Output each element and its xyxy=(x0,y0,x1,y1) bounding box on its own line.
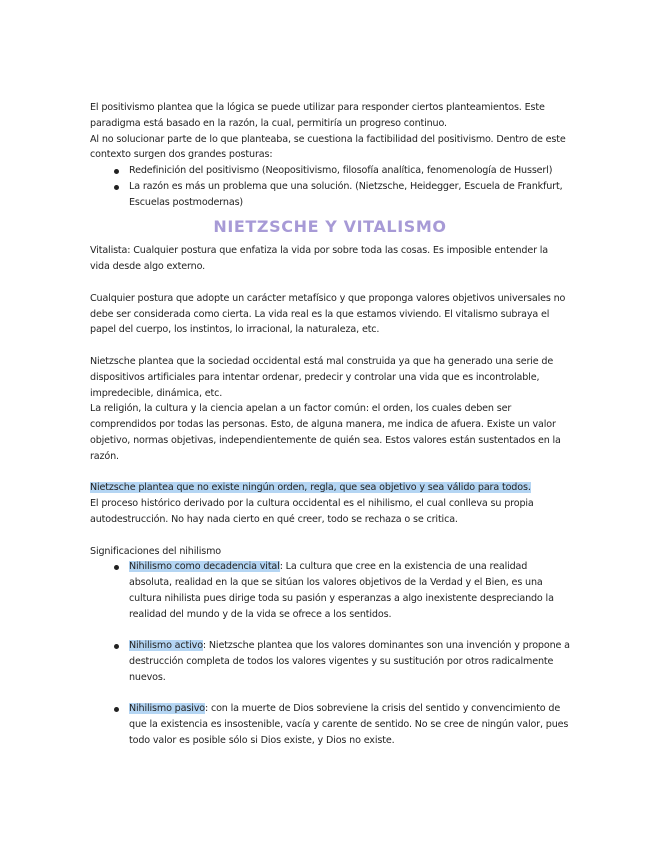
vitalista-paragraph: Vitalista: Cualquier postura que enfatiza la vida por sobre toda las cosas. Es imposible entender la vida desde algo externo. xyxy=(90,245,549,273)
intro-bullet-item: La razón es más un problema que una solución. (Nietzsche, Heidegger, Escuela de Frankfurt, Escuelas postmodernas) xyxy=(90,179,570,211)
nihilismo-item xyxy=(90,701,570,748)
intro-paragraph-1: El positivismo plantea que la lógica se puede utilizar para responder ciertos planteamientos. Este paradigma está basado en la razón, la cual, permitiría un progreso continuo. xyxy=(90,102,545,129)
metafisico-paragraph: Cualquier postura que adopte un carácter metafísico y que proponga valores objetivos universales no debe ser considerada como cierta. La vida real es la que estamos viviendo. El vitalismo subraya el papel del cuerpo, los instintos, lo irracional, la naturaleza, etc. xyxy=(90,292,566,336)
nihilismo-description: : con la muerte de Dios sobreviene la crisis del sentido y convencimiento de que la existencia es insostenible, vacía y carente de sentido. No se cree de ningún valor, pues todo valor es posible sólo si Dios existe, y Dios no existe. xyxy=(129,703,569,747)
intro-paragraph-2: Al no solucionar parte de lo que planteaba, se cuestiona la factibilidad del positivismo. Dentro de este contexto surgen dos grandes posturas: xyxy=(90,133,566,161)
highlighted-sentence xyxy=(90,480,570,496)
nihilismo-description: : Nietzsche plantea que los valores dominantes son una invención y propone a destrucción completa de todos los valores vigentes y su sustitución por otros radicalmente nuevos. xyxy=(129,640,570,683)
nihilismo-list xyxy=(90,638,570,685)
nihilismo-list xyxy=(90,701,570,748)
nietzsche-sociedad-paragraph: Nietzsche plantea que la sociedad occidental está mal construida ya que ha generado una serie de dispositivos artificiales para intentar ordenar, predecir y controlar una vida que es incontrolable, impredecible, dinámica, etc. xyxy=(90,355,554,399)
nihilismo-description: : La cultura que cree en la existencia de una realidad absoluta, realidad en la que se sitúan los valores objetivos de la Verdad y el Bien, es una cultura nihilista pues dirige toda su pasión y esperanzas a algo inexistente despreciando la realidad del mundo y de la vida se ofrece a los sentidos. xyxy=(129,561,554,620)
nihilismo-paragraph: El proceso histórico derivado por la cultura occidental es el nihilismo, el cual conlleva su propia autodestrucción. No hay nada cierto en qué creer, todo se rechaza o se critica. xyxy=(90,498,534,525)
intro-bullet-list xyxy=(90,163,570,210)
highlight-mark: Nietzsche plantea que no existe ningún orden, regla, que sea objetivo y sea válido para todos. xyxy=(90,482,531,494)
section-title: NIETZSCHE Y VITALISMO xyxy=(213,216,447,236)
religion-paragraph: La religión, la cultura y la ciencia apelan a un factor común: el orden, los cuales deben ser comprendidos por todas las personas. Esto, de alguna manera, me indica de afuera. Existe un valor objetivo, normas objetivas, independientemente de quién sea. Estos valores están sustentados en la razón. xyxy=(90,403,561,462)
nihilismo-list xyxy=(90,559,570,622)
intro-bullet-item: Redefinición del positivismo (Neopositivismo, filosofía analítica, fenomenología de Husserl) xyxy=(90,163,570,179)
document-body xyxy=(90,100,570,749)
nihilismo-item xyxy=(90,559,570,622)
significaciones-heading: Significaciones del nihilismo xyxy=(90,545,222,557)
nihilismo-term: Nihilismo pasivo xyxy=(129,703,205,715)
nihilismo-term: Nihilismo activo xyxy=(129,640,203,652)
nihilismo-item xyxy=(90,638,570,685)
nihilismo-term: Nihilismo como decadencia vital xyxy=(129,561,280,573)
